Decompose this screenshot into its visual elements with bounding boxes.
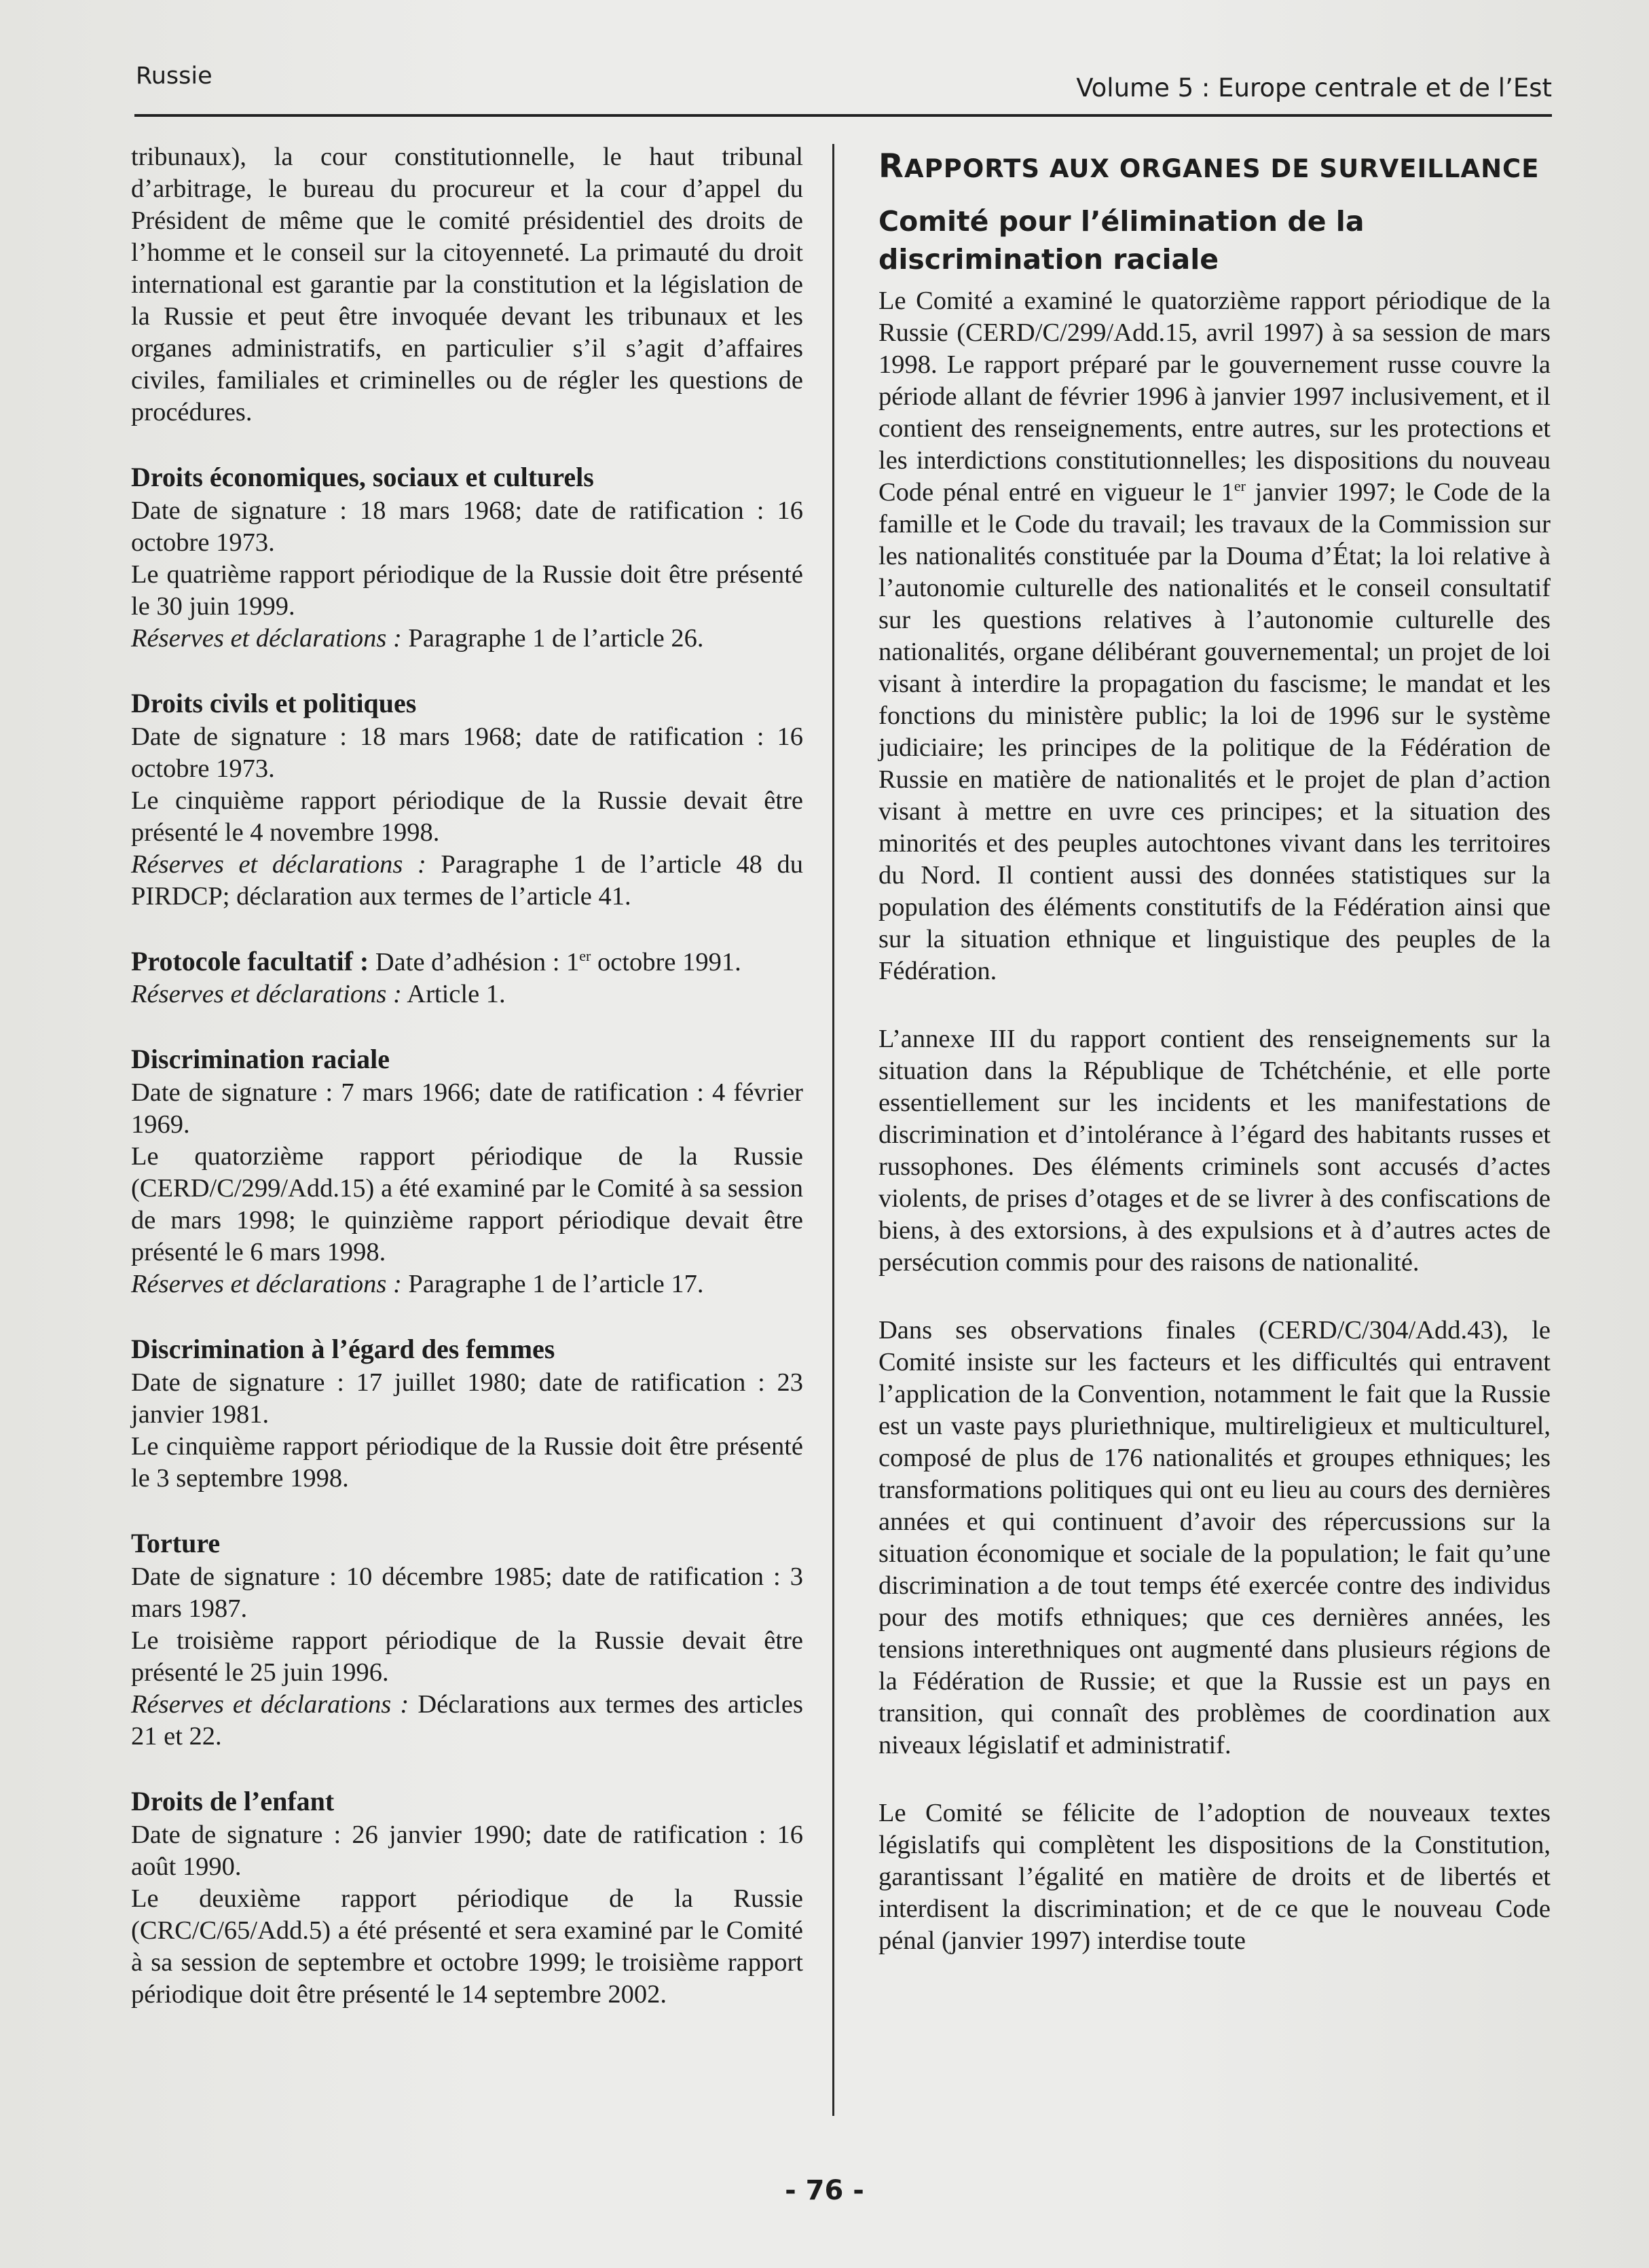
header-volume: Volume 5 : Europe centrale et de l’Est [1076,73,1552,103]
section-civil-rights [131,687,803,913]
paragraph-annex: L’annexe III du rapport contient des renseignements sur la situation dans la République de Tchétchénie, et elle porte essentiellement sur les incidents et les manifestations de discrimination et d’intolérance à l’égard des habitants russes et russophones. Des éléments criminels sont accusés d’actes violents, de prises d’otages et de se livrer à des confiscations de biens, à des extorsions, à des expulsions et à d’autres actes de persécution commis pour des raisons de nationalité. [878,1025,1551,1277]
committee-title: Comité pour l’élimination de la discrimination raciale [878,205,1365,276]
para1-sup: er [1234,477,1246,494]
paragraph-observations: Dans ses observations finales (CERD/C/304/Add.43), le Comité insiste sur les facteurs et les difficultés qui entravent l’application de la Convention, notamment le fait que la Russie est un vaste pays pluriethnique, multireligieux et multiculturel, composé de plus de 176 nationalités et groupes ethniques; les transformations politiques qui ont eu lieu au cours des dernières années et qui continuent d’avoir des répercussions sur la situation économique et sociale de la population; le fait qu’une discrimination a de tout temps été exercée contre des individus pour des motifs ethniques; que ces dernières années, les tensions interethniques ont augmenté dans plusieurs régions de la Fédération de Russie; et que la Russie est un pays en transition, qui connaît des problèmes de coordination aux niveaux législatif et administratif. [878,1316,1551,1759]
report-line: Le quatorzième rapport périodique de la Russie (CERD/C/299/Add.15) a été examiné par le Comité à sa session de mars 1998; le quinzième rapport périodique devait être présenté le 6 mars 1998. [131,1142,803,1266]
report-line: Le quatrième rapport périodique de la Russie doit être présenté le 30 juin 1999. [131,560,803,621]
section-economic-rights [131,461,803,655]
section-title: Discrimination à l’égard des femmes [131,1334,555,1364]
reserves-line [131,623,803,655]
heading-rest: APPORTS AUX ORGANES DE SURVEILLANCE [904,154,1540,183]
signature-line: Date de signature : 18 mars 1968; date de ratification : 16 octobre 1973. [131,496,803,557]
running-header [134,60,1552,117]
report-line: Le cinquième rapport périodique de la Russie doit être présenté le 3 septembre 1998. [131,1432,803,1493]
section-title: Droits économiques, sociaux et culturels [131,462,594,492]
reserves-line [131,1268,803,1300]
para1-text-b: janvier 1997; le Code de la famille et le Code du travail; les travaux de la Commission sur les nationalités constituée par la Douma d’État; la loi relative à l’autonomie culturelle des nationalités et le conseil consultatif sur les questions relatives à l’autonomie culturelle des nationalités, organe délibérant gouvernemental; un projet de loi visant à interdire la propagation du fascisme; le mandat et les fonctions du ministère public; la loi de 1996 sur le système judiciaire; les principes de la politique de la Fédération de Russie en matière de nationalités et le projet de plan d’action visant à mettre en uvre ces principes; et la situation des minorités et des peuples autochtones vivant dans les territoires du Nord. Il contient aussi des données statistiques sur la population des éléments constitutifs de la Fédération ainsi que sur la situation ethnique et linguistique des peuples de la Fédération. [878,478,1551,985]
section-title: Torture [131,1528,221,1558]
intro-paragraph: tribunaux), la cour constitutionnelle, le haut tribunal d’arbitrage, le bureau du procureur et la cour d’appel du Président de même que le comité présidentiel des droits de l’homme et le conseil sur la citoyenneté. La primauté du droit international est garantie par la constitution et la législation de la Russie et peut être invoquée devant les tribunaux et les organes administratifs, en particulier s’il s’agit d’affaires civiles, familiales et criminelles ou de régler les questions de procédures. [131,143,803,426]
reserves-label: Réserves et déclarations : [131,624,402,653]
protocol-line [131,945,803,978]
paragraph-report-summary [878,285,1551,987]
paragraph-welcome: Le Comité se félicite de l’adoption de nouveaux textes législatifs qui complètent les dispositions de la Constitution, garantissant l’égalité en matière de droits et de libertés et interdisent la discrimination; et de ce que le nouveau Code pénal (janvier 1997) interdise toute [878,1799,1551,1955]
reserves-line [131,978,803,1010]
reserves-label: Réserves et déclarations : [131,1690,409,1719]
reserves-line [131,1689,803,1753]
header-country: Russie [136,62,212,90]
section-women-discrimination [131,1333,803,1495]
reserves-label: Réserves et déclarations : [131,1270,402,1298]
signature-line: Date de signature : 18 mars 1968; date de ratification : 16 octobre 1973. [131,723,803,783]
protocol-text-b: octobre 1991. [591,948,741,976]
para1-text-a: Le Comité a examiné le quatorzième rapport périodique de la Russie (CERD/C/299/Add.15, avril 1997) à sa session de mars 1998. Le rapport préparé par le gouvernement russe couvre la période allant de février 1996 à janvier 1997 inclusivement, et il contient des renseignements, entre autres, sur les protections et les interdictions constitutionnelles; les dispositions du nouveau Code pénal entré en vigueur le 1 [878,287,1551,507]
reserves-line [131,849,803,913]
report-line: Le deuxième rapport périodique de la Russie (CRC/C/65/Add.5) a été présenté et sera examiné par le Comité à sa session de septembre et octobre 1999; le troisième rapport périodique doit être présenté le 14 septembre 2002. [131,1884,803,2009]
protocol-text-a: Date d’adhésion : 1 [369,948,580,976]
page-number: - 76 - [785,2175,864,2206]
signature-line: Date de signature : 26 janvier 1990; date de ratification : 16 août 1990. [131,1821,803,1881]
reserves-text: Paragraphe 1 de l’article 26. [401,624,704,653]
section-title: Discrimination raciale [131,1044,390,1074]
right-column [878,147,1551,1957]
reserves-text: Paragraphe 1 de l’article 48 du PIRDCP; déclaration aux termes de l’article 41. [131,850,804,911]
signature-line: Date de signature : 17 juillet 1980; date de ratification : 23 janvier 1981. [131,1368,803,1429]
reserves-label: Réserves et déclarations : [131,850,426,879]
section-torture [131,1527,803,1753]
section-heading [878,147,1551,185]
section-title: Protocole facultatif : [131,946,369,976]
section-racial-discrimination [131,1043,803,1300]
protocol-sup: er [579,947,591,964]
signature-line: Date de signature : 10 décembre 1985; date de ratification : 3 mars 1987. [131,1562,803,1623]
reserves-text: Déclarations aux termes des articles 21 et 22. [131,1690,803,1751]
heading-initial: R [878,147,904,185]
column-divider [832,144,834,2116]
reserves-text: Article 1. [401,980,506,1008]
section-optional-protocol [131,945,803,1010]
reserves-text: Paragraphe 1 de l’article 17. [401,1270,704,1298]
signature-line: Date de signature : 7 mars 1966; date de ratification : 4 février 1969. [131,1078,803,1139]
section-title: Droits civils et politiques [131,688,417,718]
section-child-rights [131,1785,803,2011]
left-column [131,141,803,2011]
section-title: Droits de l’enfant [131,1786,335,1816]
report-line: Le cinquième rapport périodique de la Russie devait être présenté le 4 novembre 1998. [131,786,803,847]
report-line: Le troisième rapport périodique de la Russie devait être présenté le 25 juin 1996. [131,1626,803,1687]
reserves-label: Réserves et déclarations : [131,980,402,1008]
